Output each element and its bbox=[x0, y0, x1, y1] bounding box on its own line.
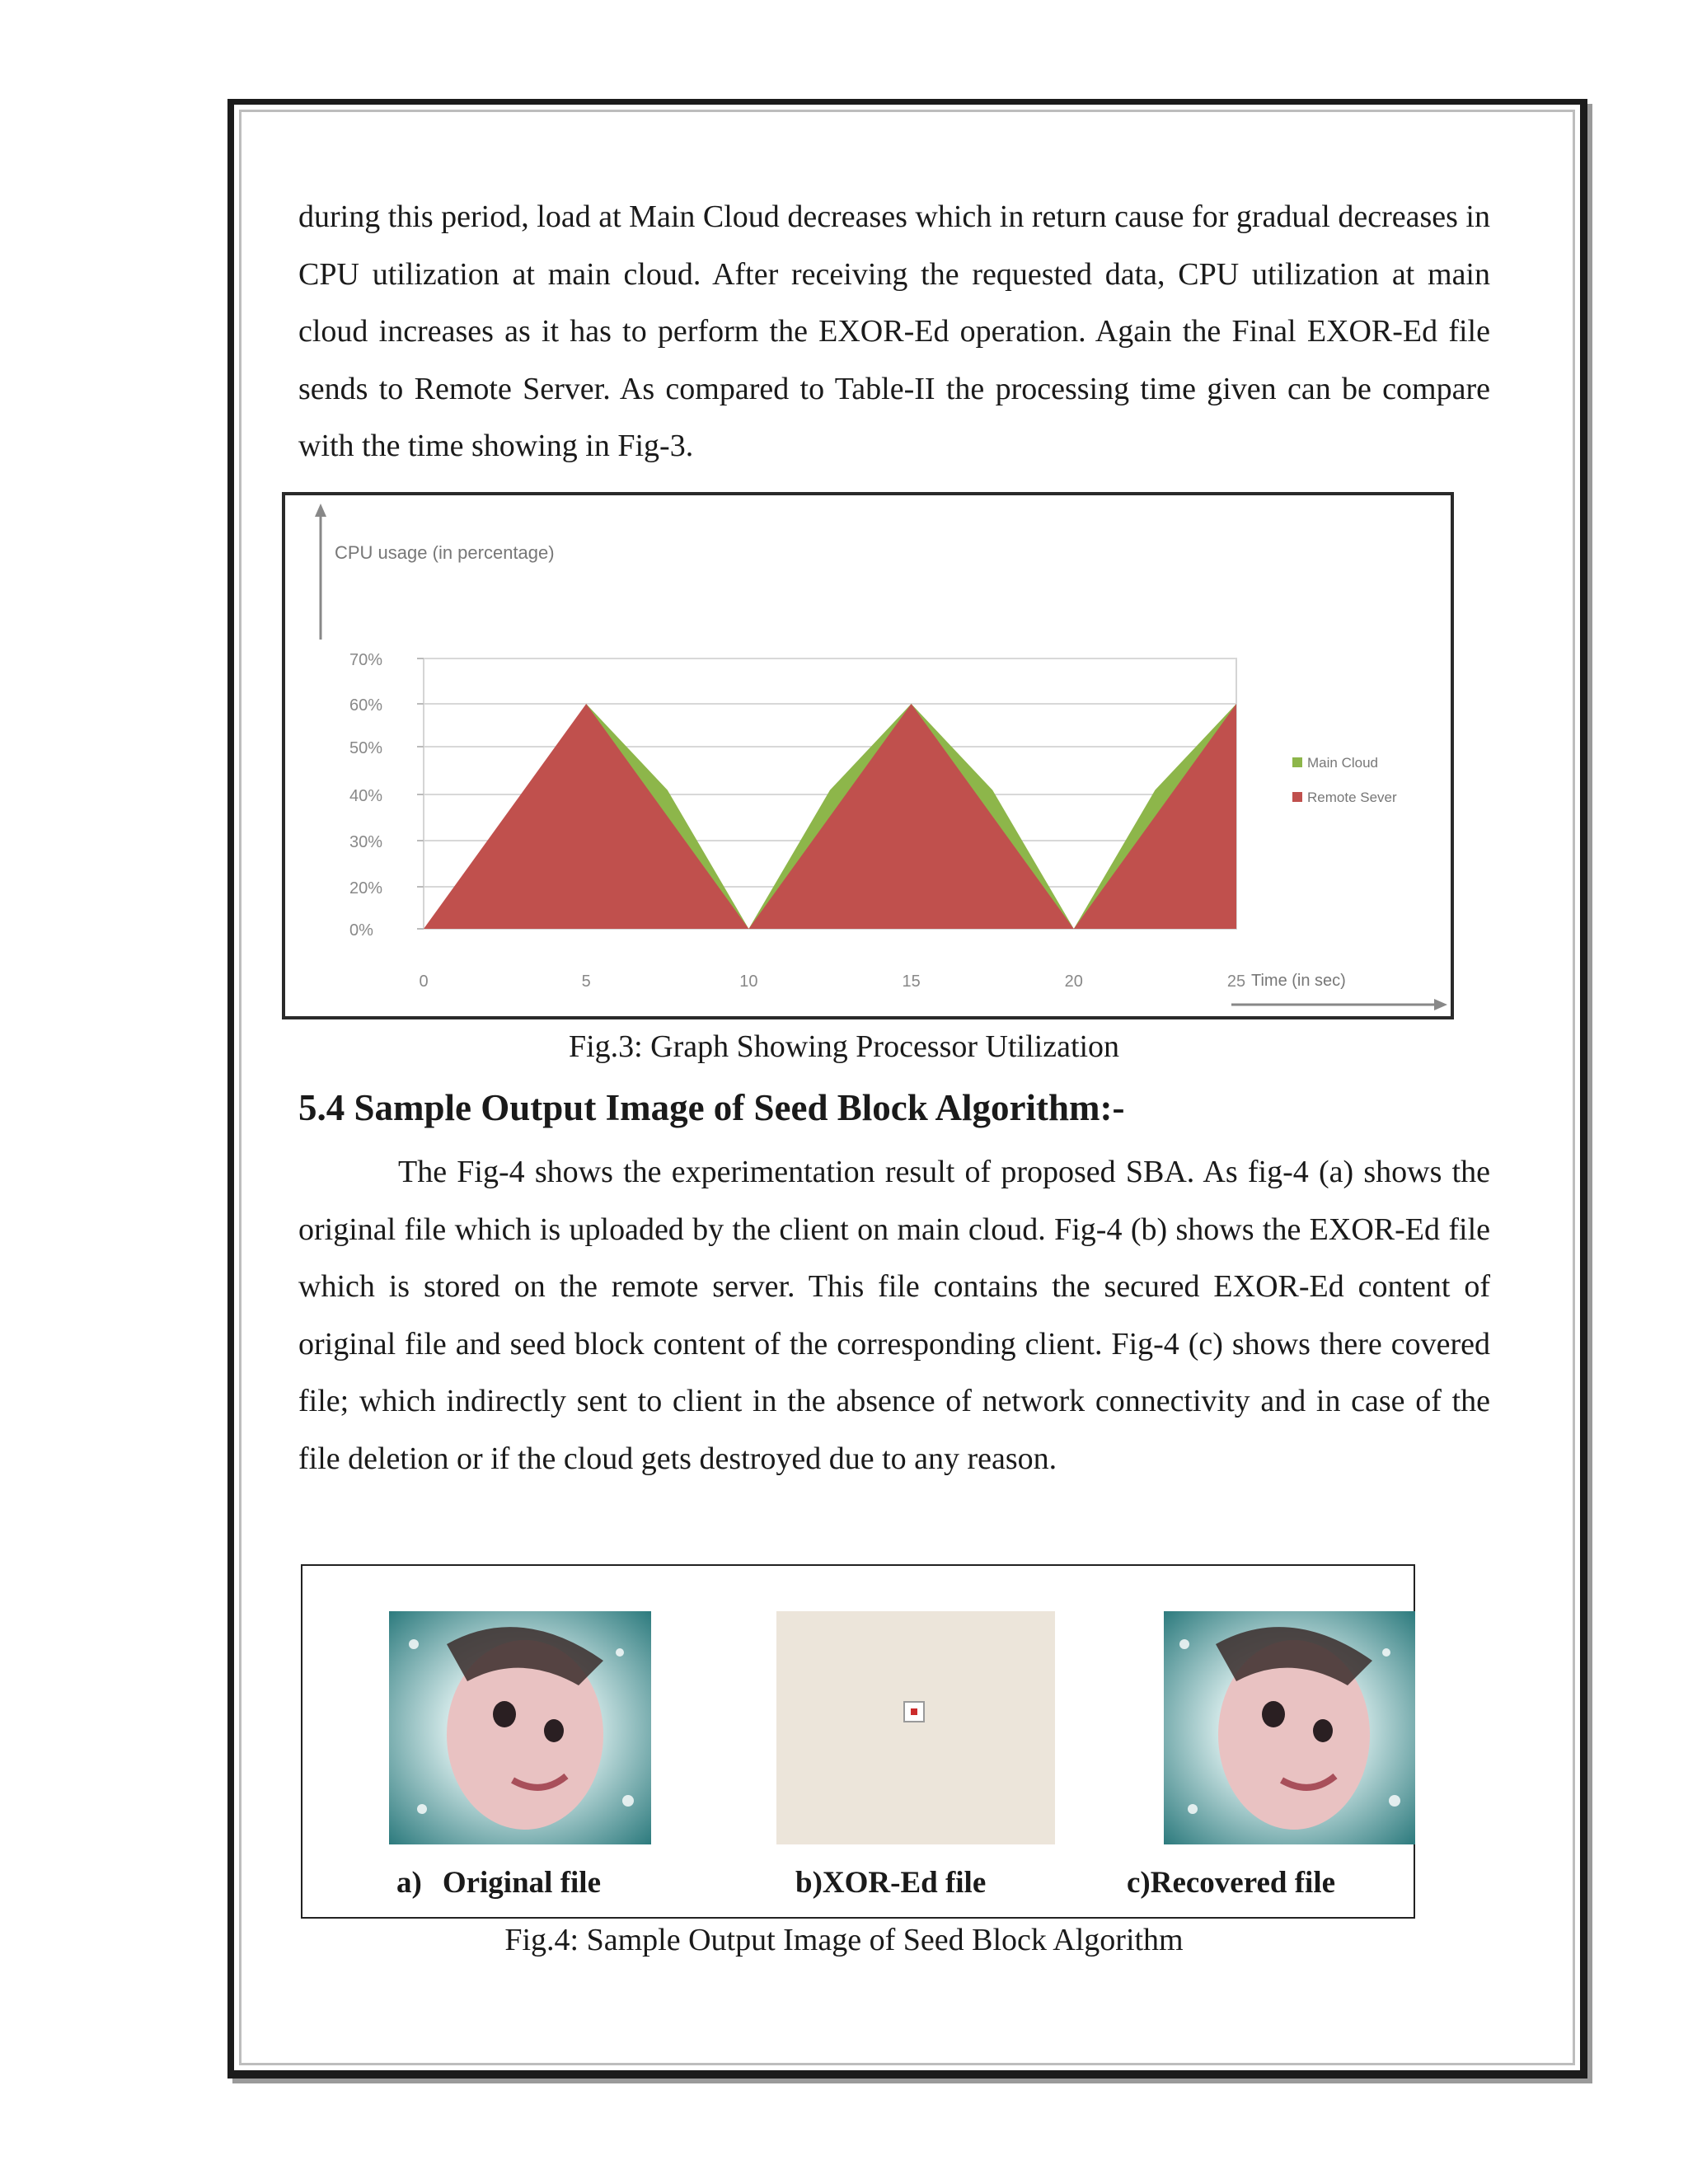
legend-label: Main Cloud bbox=[1307, 755, 1378, 771]
recovered-file-image bbox=[1164, 1611, 1415, 1844]
x-tick-label: 5 bbox=[581, 972, 591, 991]
x-axis-arrowhead bbox=[1434, 999, 1447, 1010]
x-tick-label: 20 bbox=[1064, 972, 1083, 991]
x-tick-label: 0 bbox=[419, 972, 429, 991]
label-a-prefix: a) bbox=[396, 1866, 422, 1900]
y-tick-label: 50% bbox=[349, 739, 383, 757]
x-tick-label: 15 bbox=[902, 972, 921, 991]
x-tick-label: 25 bbox=[1226, 972, 1246, 991]
y-axis-title: CPU usage (in percentage) bbox=[335, 542, 555, 563]
x-axis-title: Time (in sec) bbox=[1251, 972, 1346, 990]
label-a-text: Original file bbox=[442, 1866, 602, 1900]
y-tick-label: 0% bbox=[349, 921, 373, 940]
chart-svg bbox=[285, 495, 1451, 1016]
xor-ed-file-image bbox=[776, 1611, 1055, 1844]
y-tick-label: 70% bbox=[349, 651, 383, 669]
label-a bbox=[396, 1865, 601, 1900]
section-heading: 5.4 Sample Output Image of Seed Block Algorithm:- bbox=[298, 1087, 1125, 1128]
paragraph-1: during this period, load at Main Cloud decreases which in return cause for gradual decreases in CPU utilization at main cloud. After receiving the requested data, CPU utilization at main cloud increases as it has to perform the EXOR-Ed operation. Again the Final EXOR-Ed file sends to Remote Server. As compared to Table-II the processing time given can be compare with the time showing in Fig-3. bbox=[298, 199, 1490, 463]
y-axis-arrowhead bbox=[315, 504, 326, 517]
y-tick-label: 20% bbox=[349, 879, 383, 898]
legend-swatch bbox=[1292, 757, 1302, 767]
y-tick-label: 30% bbox=[349, 833, 383, 851]
label-b: b)XOR-Ed file bbox=[795, 1866, 987, 1900]
fig4-caption: Fig.4: Sample Output Image of Seed Block Algorithm bbox=[504, 1923, 1184, 1957]
x-tick-label: 10 bbox=[739, 972, 758, 991]
legend-label: Remote Sever bbox=[1307, 790, 1397, 805]
fig3-caption: Fig.3: Graph Showing Processor Utilization bbox=[568, 1029, 1120, 1064]
y-tick-label: 40% bbox=[349, 787, 383, 805]
fig4-box bbox=[301, 1564, 1415, 1919]
y-tick-label: 60% bbox=[349, 696, 383, 715]
label-c: c)Recovered file bbox=[1127, 1866, 1336, 1900]
legend-swatch bbox=[1292, 792, 1302, 802]
paragraph-2: The Fig-4 shows the experimentation result of proposed SBA. As fig-4 (a) shows the original file which is uploaded by the client on main cloud. Fig-4 (b) shows the EXOR-Ed file which is stored on the remote server. This file contains the secured EXOR-Ed content of original file and seed block content of the corresponding client. Fig-4 (c) shows there covered file; which indirectly sent to client in the absence of network connectivity and in case of the file deletion or if the cloud gets destroyed due to any reason. bbox=[298, 1155, 1490, 1476]
original-file-image bbox=[389, 1611, 651, 1844]
cpu-utilization-chart bbox=[282, 492, 1454, 1019]
